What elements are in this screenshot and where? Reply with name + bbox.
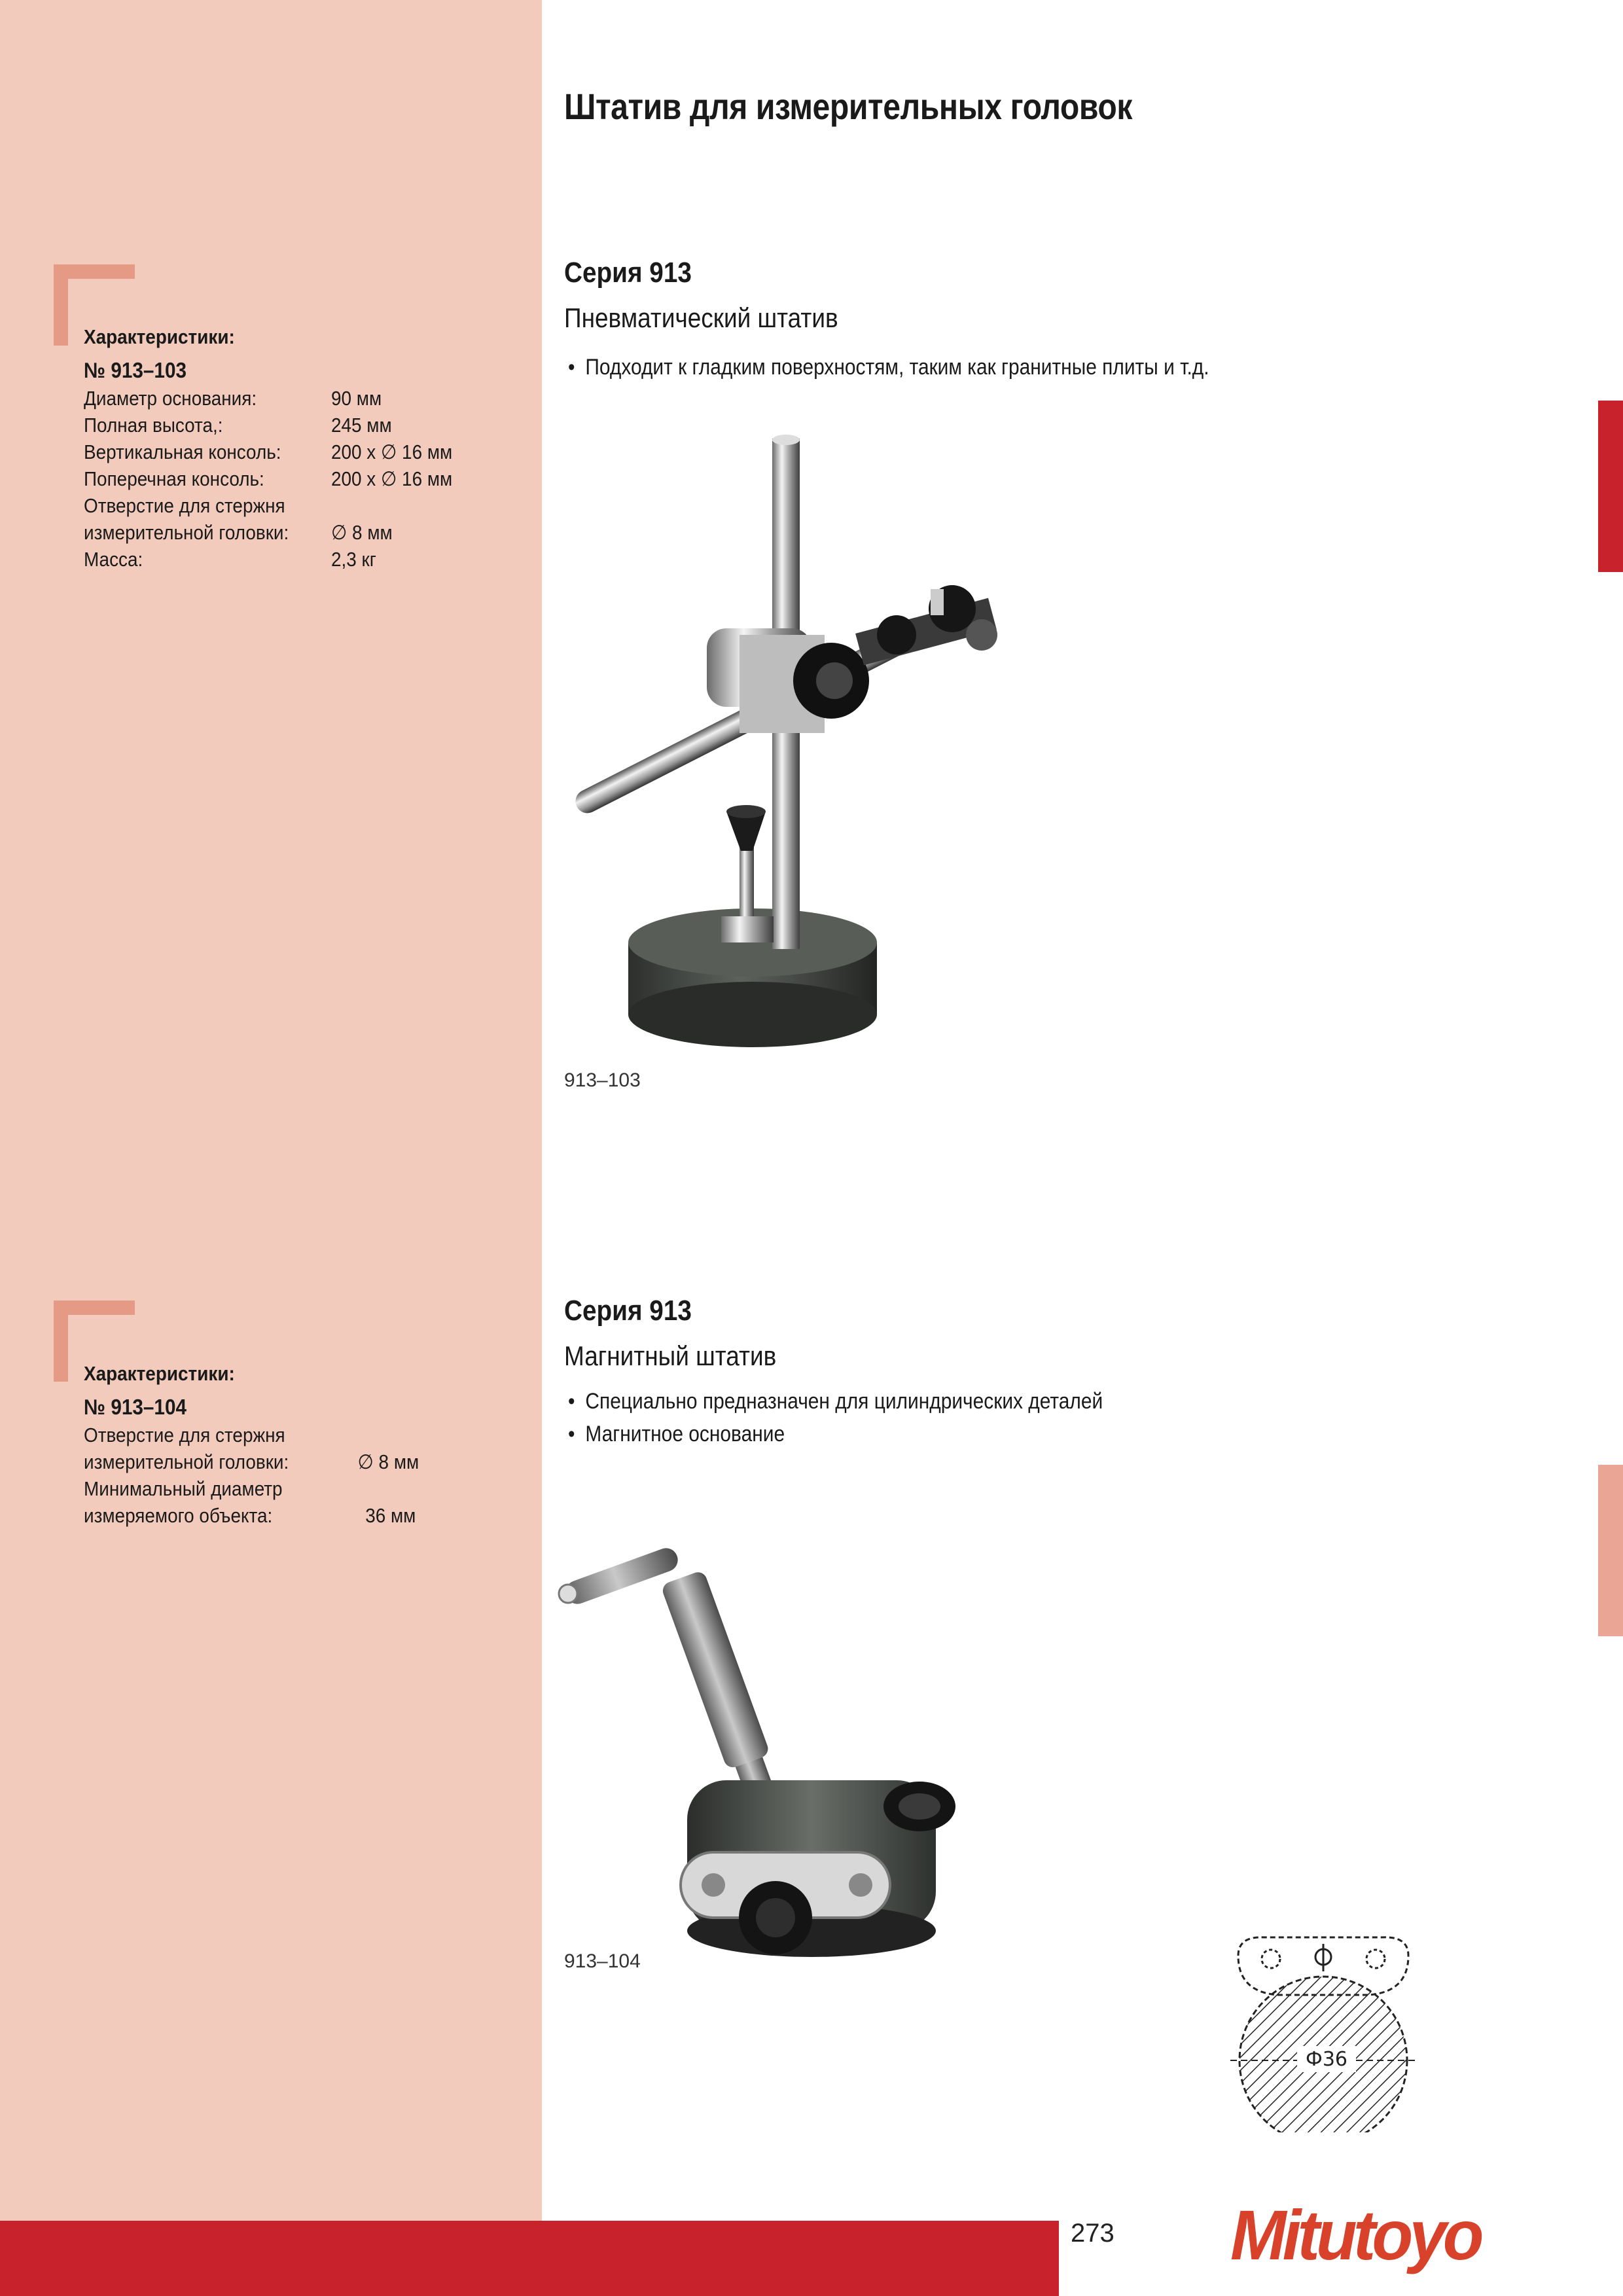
spec-label: Масса: bbox=[84, 548, 143, 571]
spec-value: ∅ 8 мм bbox=[357, 1450, 419, 1473]
spec-model-number: № 913–103 bbox=[84, 358, 187, 382]
spec-block bbox=[84, 1360, 419, 1529]
spec-value: 200 x ∅ 16 мм bbox=[331, 467, 453, 490]
spec-value: 2,3 кг bbox=[331, 548, 376, 571]
spec-row bbox=[84, 492, 285, 519]
image-caption: 913–104 bbox=[564, 1950, 641, 1972]
page-number: 273 bbox=[1071, 2219, 1115, 2248]
spec-label: Отверстие для стержня bbox=[84, 494, 285, 517]
spec-value: 245 мм bbox=[331, 414, 392, 437]
series-heading: Серия 913 bbox=[564, 1295, 692, 1327]
spec-row bbox=[84, 1448, 419, 1475]
feature-list bbox=[568, 351, 1209, 384]
spec-row bbox=[84, 546, 376, 573]
spec-label: Вертикальная консоль: bbox=[84, 440, 281, 463]
page-title: Штатив для измерительных головок bbox=[564, 86, 1133, 127]
spec-row bbox=[84, 439, 453, 465]
spec-heading: Характеристики: bbox=[84, 1362, 235, 1385]
spec-value: 36 мм bbox=[365, 1504, 416, 1527]
image-caption: 913–103 bbox=[564, 1069, 641, 1091]
edge-tab-red bbox=[1598, 401, 1623, 572]
spec-value: 200 x ∅ 16 мм bbox=[331, 440, 453, 463]
spec-block bbox=[84, 323, 453, 573]
series-heading: Серия 913 bbox=[564, 257, 692, 289]
cylinder-mounting-diagram bbox=[1225, 1929, 1421, 2132]
spec-row bbox=[84, 1422, 285, 1448]
magnetic-stand-image bbox=[550, 1525, 995, 2009]
product-subtitle: Магнитный штатив bbox=[564, 1340, 777, 1371]
feature-item: • Магнитное основание bbox=[568, 1418, 1103, 1450]
spec-row bbox=[84, 385, 382, 412]
spec-label: Полная высота,: bbox=[84, 414, 223, 437]
product-subtitle: Пневматический штатив bbox=[564, 302, 838, 333]
diagram-diameter-label: Ф36 bbox=[1306, 2048, 1347, 2071]
footer-red-bar bbox=[0, 2221, 1059, 2296]
spec-model-number: № 913–104 bbox=[84, 1395, 187, 1419]
spec-label: измеряемого объекта: bbox=[84, 1504, 273, 1527]
spec-label: Поперечная консоль: bbox=[84, 467, 264, 490]
spec-row bbox=[84, 465, 453, 492]
spec-row bbox=[84, 1502, 416, 1529]
brand-logo: Mitutoyo bbox=[1230, 2195, 1480, 2274]
spec-value: ∅ 8 мм bbox=[331, 521, 393, 544]
spec-row bbox=[84, 519, 393, 546]
spec-label: Отверстие для стержня bbox=[84, 1424, 285, 1446]
spec-row bbox=[84, 1475, 283, 1502]
pneumatic-stand-image bbox=[550, 419, 1047, 1060]
spec-heading: Характеристики: bbox=[84, 325, 235, 348]
feature-item: • Специально предназначен для цилиндрических деталей bbox=[568, 1385, 1103, 1418]
spec-label: Диаметр основания: bbox=[84, 387, 257, 410]
spec-label: Минимальный диаметр bbox=[84, 1477, 283, 1500]
spec-value: 90 мм bbox=[331, 387, 382, 410]
feature-item: • Подходит к гладким поверхностям, таким как гранитные плиты и т.д. bbox=[568, 351, 1209, 384]
spec-label: измерительной головки: bbox=[84, 521, 289, 544]
spec-row bbox=[84, 412, 392, 439]
feature-list bbox=[568, 1385, 1103, 1450]
edge-tab-pink bbox=[1598, 1465, 1623, 1636]
spec-label: измерительной головки: bbox=[84, 1450, 289, 1473]
